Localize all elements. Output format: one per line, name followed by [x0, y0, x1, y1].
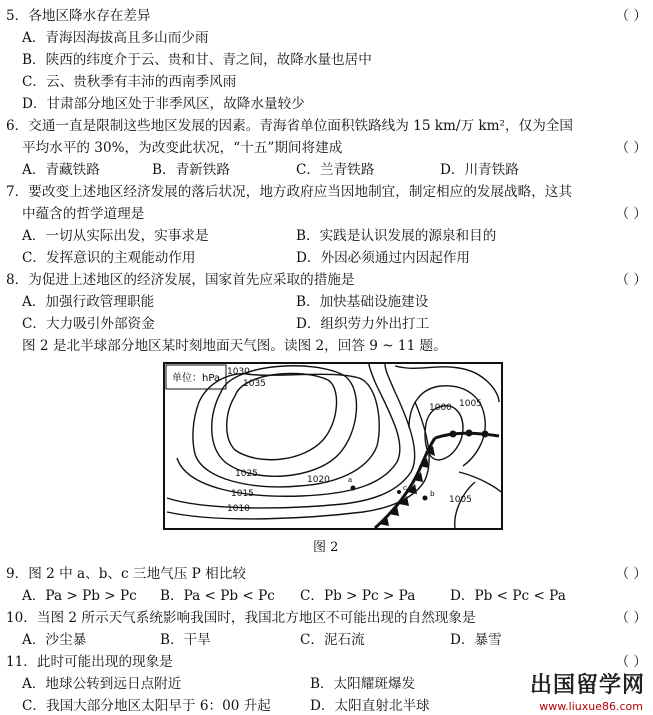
isobar-label-1000: 1000 — [429, 403, 452, 413]
watermark-brand: 出国留学网 — [529, 673, 645, 698]
question-5-option-d: D．甘肃部分地区处于非季风区，故降水量较少 — [22, 96, 305, 112]
question-6-option-b: B．青新铁路 — [152, 162, 230, 178]
isobar-label-1020: 1020 — [307, 475, 330, 485]
question-7-stem-line2: 中蕴含的哲学道理是 — [22, 206, 145, 222]
point-c-label: c — [403, 484, 407, 492]
question-11-stem: 11．此时可能出现的现象是 — [6, 654, 173, 670]
question-5-option-a: A．青海因海拔高且多山而少雨 — [22, 30, 209, 46]
question-9-stem: 9．图 2 中 a、b、c 三地气压 P 相比较 — [6, 566, 246, 582]
question-10-stem: 10．当图 2 所示天气系统影响我国时，我国北方地区不可能出现的自然现象是 — [6, 610, 476, 626]
answer-bracket-5: （ ） — [615, 8, 647, 24]
question-7-stem-line1: 7．要改变上述地区经济发展的落后状况，地方政府应当因地制宜，制定相应的发展战略，这其 — [6, 184, 572, 200]
question-10-option-c: C．泥石流 — [300, 632, 365, 648]
point-a-label: a — [348, 476, 353, 484]
question-6-option-c: C．兰青铁路 — [296, 162, 375, 178]
question-9-option-a: A．Pa > Pb > Pc — [22, 588, 137, 604]
question-11-option-b: B．太阳耀斑爆发 — [310, 676, 416, 692]
answer-bracket-11: （ ） — [615, 654, 647, 670]
watermark-url: www.liuxue86.com — [539, 700, 643, 713]
question-10-option-b: B．干旱 — [160, 632, 211, 648]
question-6-option-d: D．川青铁路 — [440, 162, 519, 178]
question-7-option-c: C．发挥意识的主观能动作用 — [22, 250, 196, 266]
isobar-label-1005-bottom: 1005 — [449, 495, 472, 505]
question-11-option-a: A．地球公转到远日点附近 — [22, 676, 182, 692]
question-7-option-b: B．实践是认识发展的源泉和目的 — [296, 228, 497, 244]
weather-map-figure — [163, 362, 503, 530]
isobar-label-1030: 1030 — [227, 367, 250, 377]
question-8-option-d: D．组织劳力外出打工 — [296, 316, 430, 332]
question-10-option-d: D．暴雪 — [450, 632, 502, 648]
question-11-option-d: D．太阳直射北半球 — [310, 698, 430, 714]
answer-bracket-9: （ ） — [615, 566, 647, 582]
point-b-label: b — [430, 490, 435, 498]
question-10-option-a: A．沙尘暴 — [22, 632, 87, 648]
question-8-option-b: B．加快基础设施建设 — [296, 294, 429, 310]
answer-bracket-6: （ ） — [615, 140, 647, 156]
figure-caption: 图 2 — [313, 540, 339, 555]
question-5-option-b: B．陕西的纬度介于云、贵和甘、青之间，故降水量也居中 — [22, 52, 372, 68]
isobar-label-1010: 1010 — [227, 504, 250, 514]
question-5-option-c: C．云、贵秋季有丰沛的西南季风雨 — [22, 74, 237, 90]
question-6-stem-line2: 平均水平的 30%，为改变此状况，“十五”期间将建成 — [22, 140, 343, 156]
question-8-option-a: A．加强行政管理职能 — [22, 294, 155, 310]
isobar-label-1025: 1025 — [235, 469, 258, 479]
isobar-label-1035: 1035 — [243, 379, 266, 389]
question-9-option-d: D．Pb < Pc < Pa — [450, 588, 566, 604]
answer-bracket-10: （ ） — [615, 610, 647, 626]
unit-label: 单位：hPa — [172, 373, 221, 384]
isobar-label-1015: 1015 — [231, 489, 254, 499]
point-b-marker — [423, 496, 428, 501]
question-8-option-c: C．大力吸引外部资金 — [22, 316, 155, 332]
answer-bracket-7: （ ） — [615, 206, 647, 222]
question-9-option-b: B．Pa < Pb < Pc — [160, 588, 275, 604]
question-5-stem: 5．各地区降水存在差异 — [6, 8, 151, 24]
question-7-option-a: A．一切从实际出发，实事求是 — [22, 228, 209, 244]
isobar-label-1005-top: 1005 — [459, 399, 482, 409]
question-9-option-c: C．Pb > Pc > Pa — [300, 588, 416, 604]
figure-intro-text: 图 2 是北半球部分地区某时刻地面天气图。读图 2，回答 9 ~ 11 题。 — [22, 338, 447, 354]
question-6-stem-line1: 6．交通一直是限制这些地区发展的因素。青海省单位面积铁路线为 15 km/万 km²，仅为全国 — [6, 118, 573, 134]
question-11-option-c: C．我国大部分地区太阳早于 6：00 升起 — [22, 698, 271, 714]
question-8-stem: 8．为促进上述地区的经济发展，国家首先应采取的措施是 — [6, 272, 355, 288]
point-c-marker — [397, 490, 401, 494]
point-a-marker — [351, 486, 356, 491]
answer-bracket-8: （ ） — [615, 272, 647, 288]
question-6-option-a: A．青藏铁路 — [22, 162, 100, 178]
question-7-option-d: D．外因必须通过内因起作用 — [296, 250, 471, 266]
